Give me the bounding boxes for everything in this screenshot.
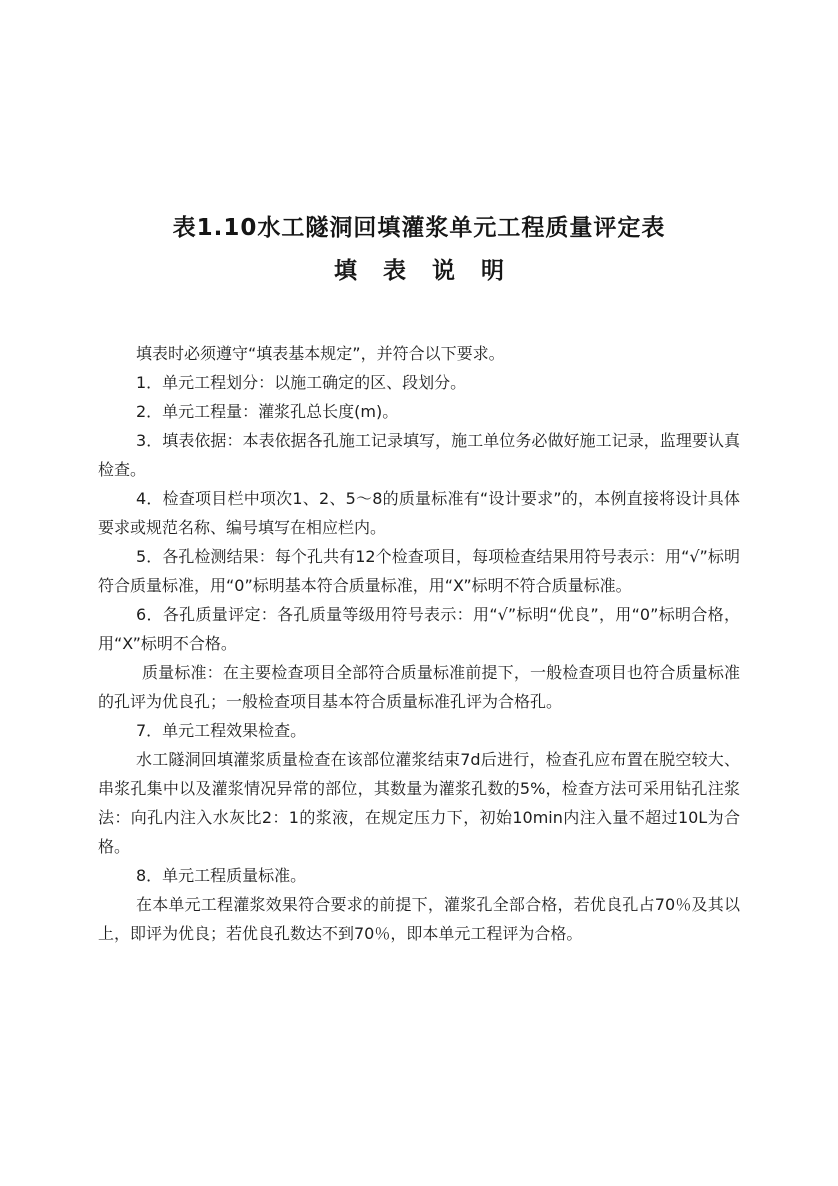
item-8: 8．单元工程质量标准。: [136, 866, 307, 885]
item-1: 1．单元工程划分：以施工确定的区、段划分。: [136, 373, 467, 392]
item-7: 7．单元工程效果检查。: [136, 721, 307, 740]
document-title: 表1.10水工隧洞回填灌浆单元工程质量评定表: [172, 215, 666, 241]
item-3: 3．填表依据：本表依据各孔施工记录填写，施工单位务必做好施工记录，监理要认真检查。: [98, 431, 740, 479]
document-content: [98, 0, 740, 948]
instructions-body: [98, 339, 740, 948]
quality-standard-note: 质量标准：在主要检查项目全部符合质量标准前提下，一般检查项目也符合质量标准的孔评为优良孔；一般检查项目基本符合质量标准孔评为合格孔。: [98, 663, 740, 711]
item-8-detail: 在本单元工程灌浆效果符合要求的前提下，灌浆孔全部合格，若优良孔占70％及其以上，即评为优良；若优良孔数达不到70％，即本单元工程评为合格。: [98, 895, 740, 943]
item-6: 6．各孔质量评定：各孔质量等级用符号表示：用“√”标明“优良”，用“0”标明合格，用“X”标明不合格。: [98, 605, 740, 653]
intro-paragraph: 填表时必须遵守“填表基本规定”，并符合以下要求。: [136, 344, 505, 363]
item-5: 5．各孔检测结果：每个孔共有12个检查项目，每项检查结果用符号表示：用“√”标明符合质量标准，用“0”标明基本符合质量标准，用“X”标明不符合质量标准。: [98, 547, 740, 595]
document-subtitle: 填 表 说 明: [333, 258, 505, 284]
item-7-detail: 水工隧洞回填灌浆质量检查在该部位灌浆结束7d后进行，检查孔应布置在脱空较大、串浆孔集中以及灌浆情况异常的部位，其数量为灌浆孔数的5%，检查方法可采用钻孔注浆法：向孔内注入水灰比2：1的浆液，在规定压力下，初始10min内注入量不超过10L为合格。: [98, 750, 740, 856]
item-4: 4．检查项目栏中项次1、2、5～8的质量标准有“设计要求”的，本例直接将设计具体要求或规范名称、编号填写在相应栏内。: [98, 489, 740, 537]
item-2: 2．单元工程量：灌浆孔总长度(m)。: [136, 402, 399, 421]
